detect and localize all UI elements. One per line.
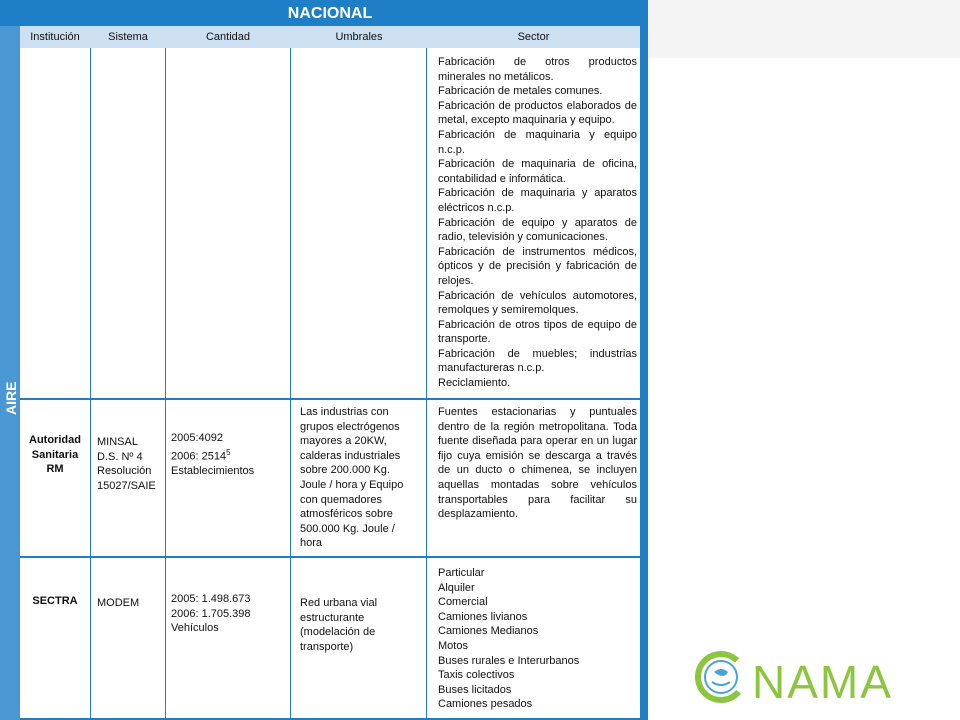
cantidad-establecimientos [171,431,288,478]
header-institucion: Institución [30,31,80,43]
logo-globe-icon [705,661,737,693]
column-divider [290,48,291,718]
list-item: Fabricación de instrumentos médicos, ópticos y de precisión y fabricación de relojes. [438,245,637,287]
list-item: Buses rurales e Interurbanos [438,654,580,667]
cantidad-line: Establecimientos [171,464,255,477]
sector-list-row1 [438,55,637,391]
sector-fuentes-estacionarias: Fuentes estacionarias y puntuales dentro de la región metropolitana. Toda fuente diseñada para operar en un lugar fijo cuya emisión se descarga a través de un ducto o chimenea, se incluyen aquellas montadas sobre vehículos transportables para facilitar su desplazamiento. [438,406,637,521]
list-item: Fabricación de maquinaria y equipo n.c.p. [438,128,637,156]
sector-list-row3 [438,566,637,712]
list-item: Fabricación de maquinaria de oficina, contabilidad e informática. [438,158,637,185]
table-body [20,48,640,718]
institucion-sectra: SECTRA [32,595,78,607]
cantidad-line: Vehículos [171,622,219,635]
cantidad-line: 2005: 1.498.673 [171,593,251,605]
column-divider [426,48,427,718]
list-item: Fabricación de otros tipos de equipo de transporte. [438,318,637,346]
institucion-autoridad-sanitaria: Autoridad Sanitaria RM [29,434,81,476]
list-item: Motos [438,639,468,652]
header-umbrales: Umbrales [335,31,383,43]
logo-wordmark: NAMA [752,656,893,706]
sistema-line: D.S. Nº 4 [97,450,143,463]
list-item: Reciclamiento. [438,377,511,390]
row-divider [20,398,640,400]
list-item: Buses licitados [438,683,512,696]
list-item: Fabricación de productos elaborados de metal, excepto maquinaria y equipo. [438,99,637,127]
list-item: Fabricación de equipo y aparatos de radio, televisión y comunicaciones. [438,216,637,244]
cantidad-vehiculos [171,592,288,636]
side-label: AIRE [3,381,19,415]
list-item: Taxis colectivos [438,669,515,682]
column-divider [90,48,91,718]
list-item: Alquiler [438,581,475,594]
sistema-line: 15027/SAIE [97,479,156,492]
header-cantidad: Cantidad [205,31,251,43]
header-sector: Sector [517,31,550,43]
row-divider [20,556,640,558]
list-item: Comercial [438,596,488,609]
list-item: Fabricación de muebles; industrias manufactureras n.c.p. [438,347,637,375]
cantidad-line: 2006: 2514$^5$ [171,447,231,463]
list-item: Fabricación de otros productos minerales no metálicos. [438,56,637,83]
table-header-row [20,26,640,48]
list-item: Camiones livianos [438,610,528,623]
list-item: Fabricación de vehículos automotores, remolques y semiremolques. [438,289,637,317]
header-sistema: Sistema [108,31,148,43]
umbrales-sectra: Red urbana vial estructurante (modelación de transporte) [300,597,378,653]
top-band [648,0,960,58]
table-title: NACIONAL [20,0,640,26]
conama-logo [692,648,952,706]
list-item: Fabricación de metales comunes. [438,85,603,98]
list-item: Particular [438,567,485,579]
list-item: Camiones Medianos [438,625,539,638]
sistema-line: MINSAL [97,436,138,448]
sistema-line: Resolución [97,465,152,478]
list-item: Fabricación de maquinaria y aparatos eléctricos n.c.p. [438,187,637,214]
column-divider [165,48,166,718]
cantidad-line: 2005:4092 [171,432,223,444]
list-item: Camiones pesados [438,698,533,711]
cantidad-line: 2006: 1.705.398 [171,607,251,620]
sistema-minsal [97,435,163,493]
umbrales-autoridad: Las industrias con grupos electrógenos mayores a 20KW, calderas industriales sobre 200.000 Kg. Joule / hora y Equipo con quemadores atmosféricos sobre 500.000 Kg. Joule / hora [300,406,404,550]
side-band [0,26,20,720]
footnote-ref: 5 [226,447,231,457]
sistema-modem: MODEM [97,597,140,609]
